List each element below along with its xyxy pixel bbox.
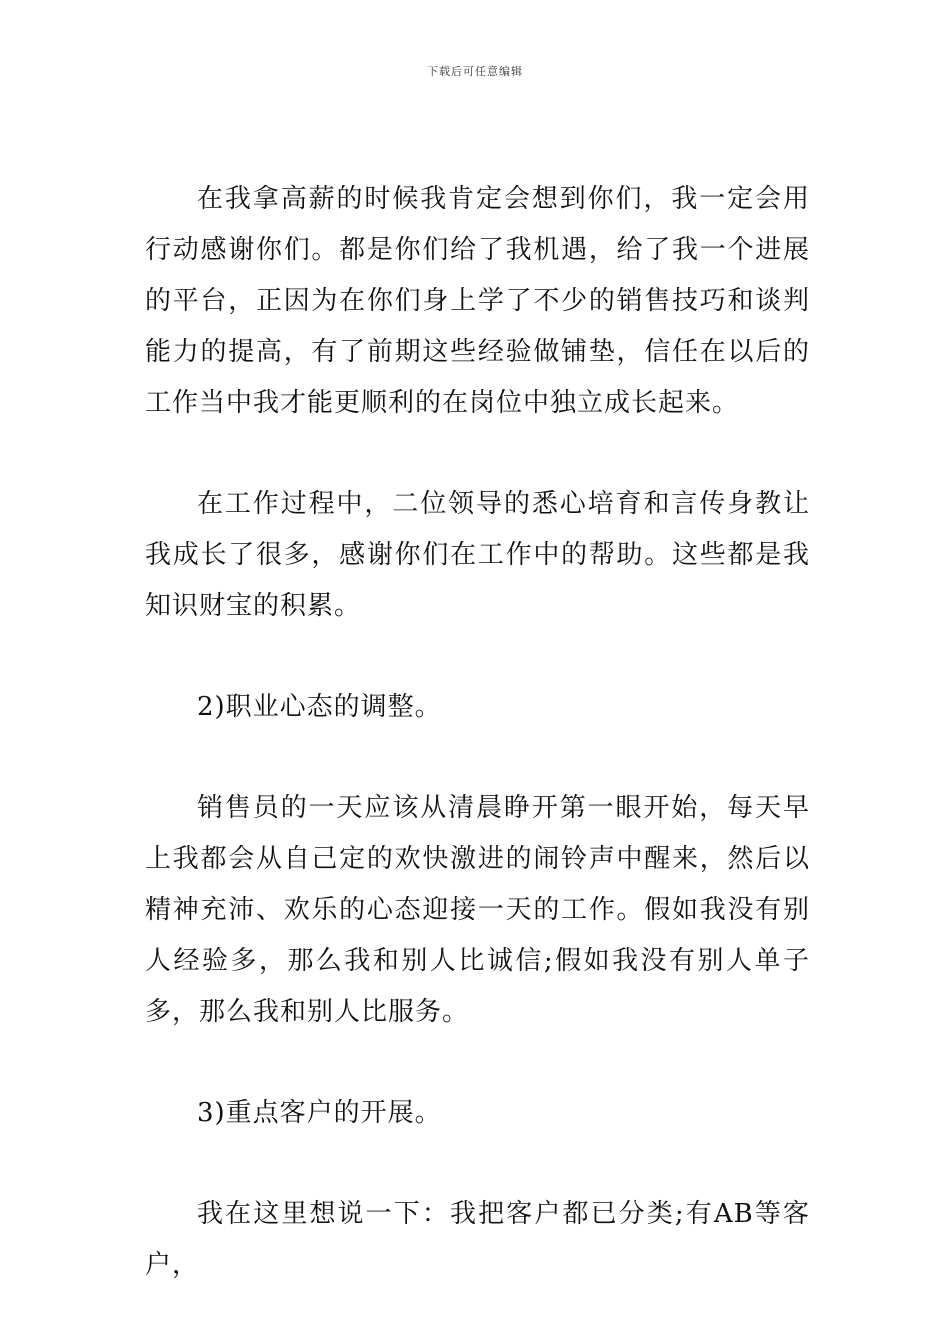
header-note: 下载后可任意编辑 [427,65,523,78]
paragraph-clients: 我在这里想说一下：我把客户都已分类;有AB等客户， [145,1199,810,1280]
paragraph-mindset: 销售员的一天应该从清晨睁开第一眼开始，每天早上我都会从自己定的欢快激进的闹铃声中醒来，然后以精神充沛、欢乐的心态迎接一天的工作。假如我没有别人经验多，那么我和别人比诚信;假如我没有别人单子多，那么我和别人比服务。 [145,793,810,1027]
paragraph-leaders: 在工作过程中，二位领导的悉心培育和言传身教让我成长了很多，感谢你们在工作中的帮助。这些都是我知识财宝的积累。 [145,489,810,621]
section-heading-key-clients: 3)重点客户的开展。 [197,1098,442,1128]
document-body [145,174,810,1291]
section-heading-mindset: 2)职业心态的调整。 [197,692,442,722]
paragraph-gratitude: 在我拿高薪的时候我肯定会想到你们，我一定会用行动感谢你们。都是你们给了我机遇，给了我一个进展的平台，正因为在你们身上学了不少的销售技巧和谈判能力的提高，有了前期这些经验做铺垫，信任在以后的工作当中我才能更顺利的在岗位中独立成长起来。 [145,184,810,418]
